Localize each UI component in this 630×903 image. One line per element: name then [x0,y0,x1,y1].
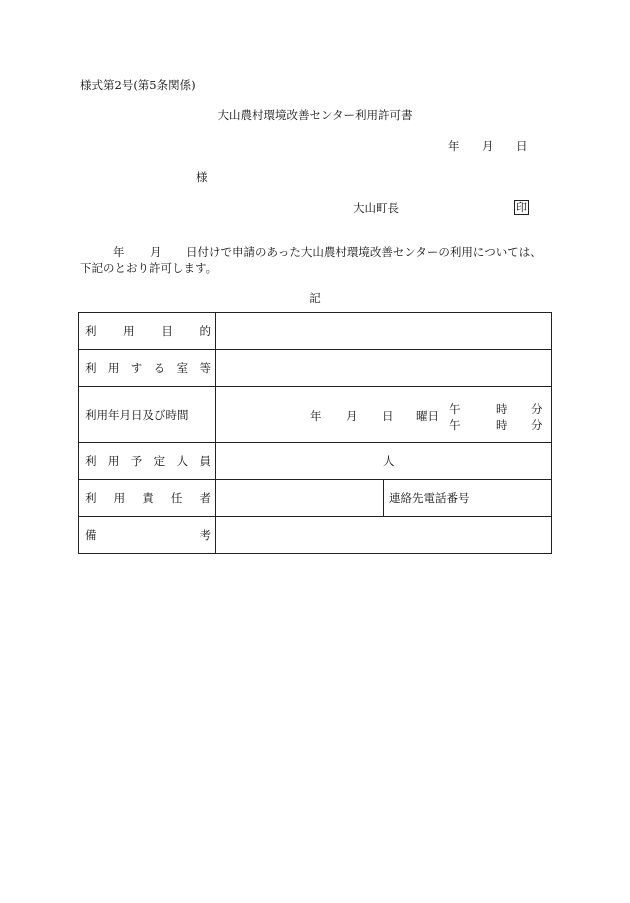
body-month: 月 [150,245,162,259]
people-label [79,443,216,480]
permit-table [78,312,552,554]
datetime-day: 日 [382,409,394,423]
remarks-label-text: 備 考 [85,528,211,542]
datetime-weekday: 曜日 [416,409,439,423]
contact-cell[interactable] [384,480,552,517]
room-label [79,350,216,387]
am-pm-end: 午 [449,418,461,432]
body-year: 年 [113,245,125,259]
table-row-datetime [79,387,552,443]
people-unit: 人 [383,454,395,468]
ki-heading: 記 [309,291,321,305]
remarks-field[interactable] [216,517,552,554]
table-row-people [79,443,552,480]
seal-mark: 印 [516,201,527,214]
am-pm-start: 午 [449,402,461,416]
table-row-remarks [79,517,552,554]
contact-label: 連絡先電話番号 [389,491,470,505]
hour-start: 時 [496,402,508,416]
table-row-room [79,350,552,387]
issuer-name: 大山町長 [353,201,399,215]
datetime-field[interactable] [216,387,552,443]
responsible-field[interactable] [216,480,384,517]
body-sentence-2: 下記のとおり許可します。 [80,261,218,275]
minute-end: 分 [531,418,543,432]
purpose-label-text: 利 用 目 的 [85,324,211,338]
issue-date-day: 日 [516,139,528,153]
datetime-label: 利用年月日及び時間 [79,387,216,443]
responsible-label [79,480,216,517]
room-label-text: 利 用 す る 室 等 [85,361,211,375]
document-title: 大山農村環境改善センター利用許可書 [217,108,413,122]
issue-date-month: 月 [482,139,494,153]
datetime-year: 年 [310,409,322,423]
table-row-responsible [79,480,552,517]
responsible-label-text: 利 用 責 任 者 [85,491,211,505]
issue-date-year: 年 [448,139,460,153]
addressee-suffix: 様 [196,170,208,184]
minute-start: 分 [531,402,543,416]
people-label-text: 利 用 予 定 人 員 [85,454,211,468]
form-number: 様式第2号(第5条関係) [80,78,196,92]
hour-end: 時 [496,418,508,432]
purpose-label [79,313,216,350]
body-sentence-1: 日付けで申請のあった大山農村環境改善センターの利用については、 [186,245,542,259]
remarks-label [79,517,216,554]
table-row-purpose [79,313,552,350]
people-field[interactable] [216,443,552,480]
purpose-field[interactable] [216,313,552,350]
room-field[interactable] [216,350,552,387]
datetime-month: 月 [346,409,358,423]
